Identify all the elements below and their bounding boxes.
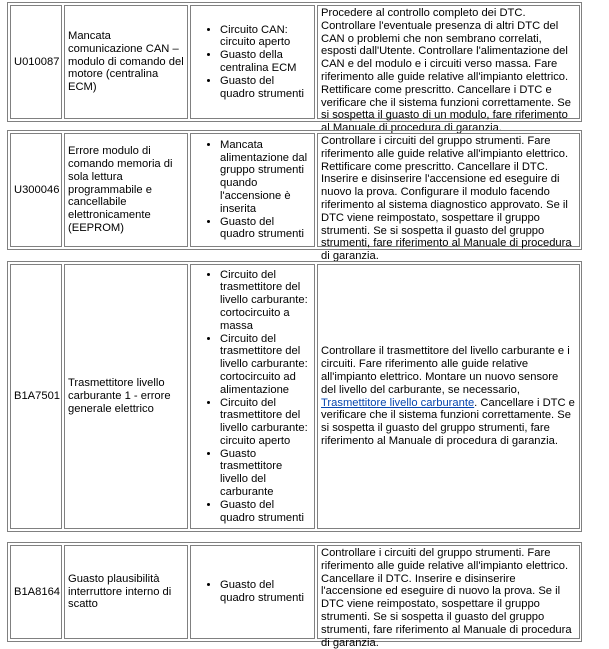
- dtc-code: B1A7501: [10, 264, 62, 529]
- dtc-action: Controllare i circuiti del gruppo strumenti. Fare riferimento alle guide relative all'impianto elettrico. Cancellare il DTC. Inserire e disinserire l'accensione ed eseguire di nuovo la prova. Se il DTC viene reimpostato, sospettare il gruppo strumenti. Se si sospetta il guasto del gruppo strumenti, fare riferimento al Manuale di procedura di garanzia.: [317, 545, 580, 639]
- dtc-description: Errore modulo di comando memoria di sola lettura programmabile e cancellabile elettronicamente (EEPROM): [64, 133, 188, 247]
- dtc-causes: [190, 5, 315, 119]
- dtc-description: Guasto plausibilità interruttore interno di scatto: [64, 545, 188, 639]
- action-text: Controllare il trasmettitore del livello carburante e i circuiti. Fare riferimento alle guide relative all'impianto elettrico. Montare un nuovo sensore del livello del carburante, se necessario,: [321, 345, 570, 396]
- cause-item: • Guasto della centralina ECM: [220, 49, 311, 75]
- cause-item: • Guasto del quadro strumenti: [220, 75, 311, 101]
- cause-item: • Guasto del quadro strumenti: [220, 579, 311, 605]
- dtc-description: Trasmettitore livello carburante 1 - errore generale elettrico: [64, 264, 188, 529]
- dtc-causes: [190, 545, 315, 639]
- dtc-action: Procedere al controllo completo dei DTC. Controllare l'eventuale presenza di altri DTC del CAN o problemi che non sembrano correlati, esposti dall'Utente. Controllare l'alimentazione del CAN e del modulo e i circuiti verso massa. Fare riferimento alle guide relative all'impianto elettrico. Rettificare come prescritto. Cancellare i DTC e verificare che il sistema funzioni correttamente. Se si sospetta il guasto di un modulo, fare riferimento al Manuale di procedura di garanzia.: [317, 5, 580, 119]
- dtc-code: B1A8164: [10, 545, 62, 639]
- action-text: . Cancellare i DTC e verificare che il sistema funzioni correttamente. Se si sospetta il guasto del gruppo strumenti, fare riferimento al Manuale di procedura di garanzia.: [321, 396, 575, 447]
- cause-item: • Guasto del quadro strumenti: [220, 499, 311, 525]
- dtc-causes: [190, 264, 315, 529]
- dtc-row-b1a8164: [7, 542, 582, 649]
- dtc-causes: [190, 133, 315, 247]
- cause-item: • Circuito CAN: circuito aperto: [220, 24, 311, 50]
- cause-item: • Mancata alimentazione dal gruppo strumenti quando l'accensione è inserita: [220, 139, 311, 216]
- dtc-description: Mancata comunicazione CAN – modulo di comando del motore (centralina ECM): [64, 5, 188, 119]
- dtc-action: [317, 264, 580, 529]
- dtc-action: Controllare i circuiti del gruppo strumenti. Fare riferimento alle guide relative all'impianto elettrico. Rettificare come prescritto. Cancellare il DTC. Inserire e disinserire l'accensione ed eseguire di nuovo la prova. Configurare il modulo facendo riferimento al sistema diagnostico approvato. Se il DTC viene reimpostato, sospettare il gruppo strumenti. Se si sospetta il guasto del gruppo strumenti, fare riferimento al Manuale di procedura di garanzia.: [317, 133, 580, 247]
- dtc-row-u300046: [7, 130, 582, 263]
- cause-item: • Circuito del trasmettitore del livello carburante: cortocircuito a massa: [220, 269, 311, 333]
- dtc-row-u010087: [7, 2, 582, 135]
- fuel-level-sender-link[interactable]: Trasmettitore livello carburante: [321, 396, 475, 409]
- dtc-row-b1a7501: [7, 261, 582, 532]
- dtc-code: U300046: [10, 133, 62, 247]
- cause-item: • Guasto del quadro strumenti: [220, 216, 311, 242]
- cause-item: • Circuito del trasmettitore del livello carburante: circuito aperto: [220, 397, 311, 448]
- dtc-code: U010087: [10, 5, 62, 119]
- cause-item: • Circuito del trasmettitore del livello carburante: cortocircuito ad alimentazione: [220, 333, 311, 397]
- cause-item: • Guasto trasmettitore livello del carburante: [220, 448, 311, 499]
